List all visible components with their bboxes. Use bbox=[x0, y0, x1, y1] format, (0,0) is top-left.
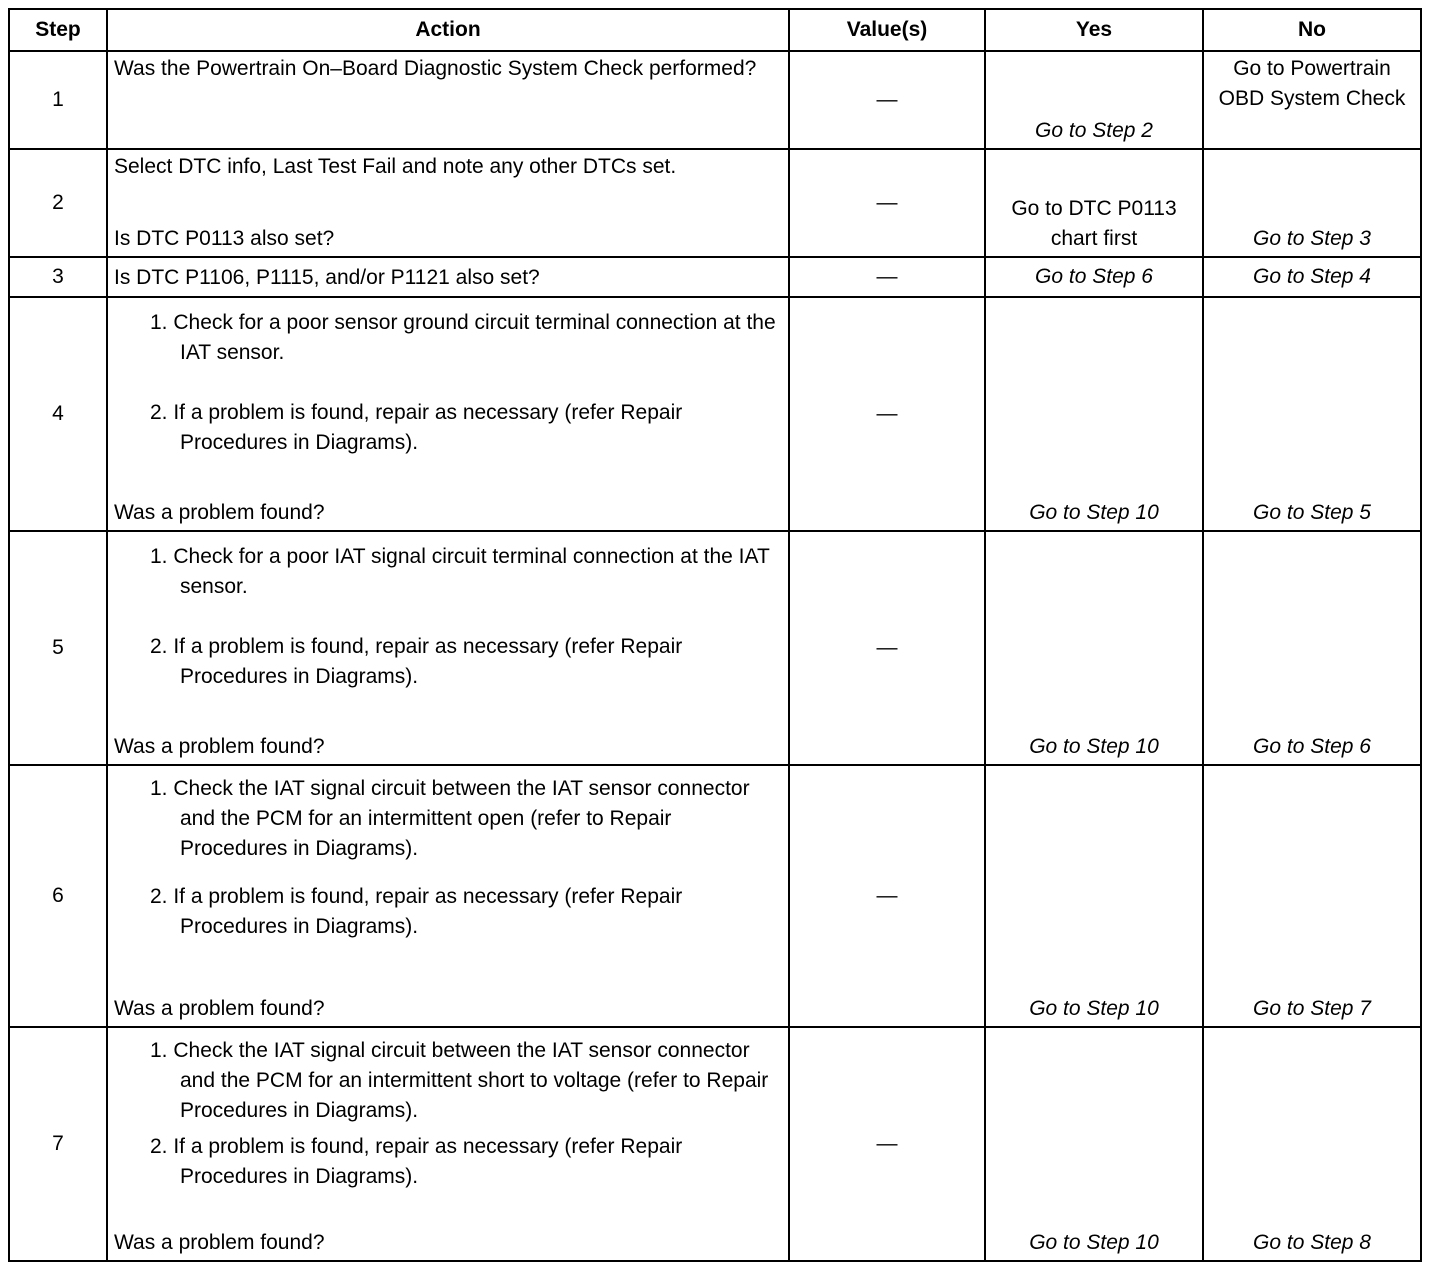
yes-cell: Go to Step 6 bbox=[985, 257, 1203, 297]
value-cell: — bbox=[789, 1027, 985, 1261]
action-text: Was the Powertrain On–Board Diagnostic System Check performed? bbox=[114, 57, 757, 80]
step-number: 5 bbox=[9, 531, 107, 765]
action-cell bbox=[107, 257, 789, 297]
yes-text: Go to Step 10 bbox=[1029, 501, 1159, 524]
action-question: Was a problem found? bbox=[114, 1231, 325, 1254]
table-row bbox=[9, 51, 1421, 149]
action-item: 1. Check for a poor IAT signal circuit terminal connection at the IAT sensor. bbox=[150, 545, 770, 598]
table-row bbox=[9, 1027, 1421, 1261]
table-row bbox=[9, 765, 1421, 1027]
value-cell: — bbox=[789, 149, 985, 257]
no-text: Go to Step 7 bbox=[1253, 997, 1371, 1020]
no-cell bbox=[1203, 531, 1421, 765]
no-cell bbox=[1203, 51, 1421, 149]
table-row bbox=[9, 149, 1421, 257]
table-row bbox=[9, 531, 1421, 765]
header-step: Step bbox=[9, 9, 107, 51]
action-cell bbox=[107, 149, 789, 257]
action-cell bbox=[107, 51, 789, 149]
no-cell bbox=[1203, 1027, 1421, 1261]
value-cell: — bbox=[789, 531, 985, 765]
action-cell bbox=[107, 1027, 789, 1261]
header-row bbox=[9, 9, 1421, 51]
yes-cell bbox=[985, 297, 1203, 531]
yes-text: Go to DTC P0113 chart first bbox=[1011, 197, 1177, 250]
action-item: 1. Check the IAT signal circuit between the IAT sensor connector and the PCM for an intermittent short to voltage (refer to Repair Procedures in Diagrams). bbox=[150, 1039, 769, 1122]
no-text: Go to Step 6 bbox=[1253, 735, 1371, 758]
value-cell: — bbox=[789, 297, 985, 531]
action-item: 2. If a problem is found, repair as necessary (refer Repair Procedures in Diagrams). bbox=[150, 885, 683, 938]
action-cell bbox=[107, 531, 789, 765]
header-action: Action bbox=[107, 9, 789, 51]
yes-cell bbox=[985, 1027, 1203, 1261]
no-text: Go to Step 5 bbox=[1253, 501, 1371, 524]
action-cell bbox=[107, 765, 789, 1027]
no-text: Go to Step 8 bbox=[1253, 1231, 1371, 1254]
yes-cell bbox=[985, 149, 1203, 257]
action-text: Is DTC P1106, P1115, and/or P1121 also set? bbox=[114, 266, 540, 289]
step-number: 2 bbox=[9, 149, 107, 257]
yes-cell bbox=[985, 765, 1203, 1027]
no-text: Go to Powertrain OBD System Check bbox=[1218, 57, 1406, 110]
step-number: 6 bbox=[9, 765, 107, 1027]
action-question: Was a problem found? bbox=[114, 501, 325, 524]
value-cell: — bbox=[789, 51, 985, 149]
header-no: No bbox=[1203, 9, 1421, 51]
value-cell: — bbox=[789, 257, 985, 297]
action-item: 1. Check for a poor sensor ground circuit terminal connection at the IAT sensor. bbox=[150, 311, 776, 364]
no-cell: Go to Step 4 bbox=[1203, 257, 1421, 297]
action-cell bbox=[107, 297, 789, 531]
action-item: 2. If a problem is found, repair as necessary (refer Repair Procedures in Diagrams). bbox=[150, 635, 683, 688]
yes-cell bbox=[985, 51, 1203, 149]
table-row bbox=[9, 297, 1421, 531]
action-question: Was a problem found? bbox=[114, 997, 325, 1020]
no-text: Go to Step 3 bbox=[1253, 227, 1371, 250]
action-item: 2. If a problem is found, repair as necessary (refer Repair Procedures in Diagrams). bbox=[150, 1135, 683, 1188]
yes-text: Go to Step 2 bbox=[1035, 119, 1153, 142]
header-values: Value(s) bbox=[789, 9, 985, 51]
action-question: Is DTC P0113 also set? bbox=[114, 227, 335, 250]
yes-text: Go to Step 10 bbox=[1029, 735, 1159, 758]
action-item: 1. Check the IAT signal circuit between the IAT sensor connector and the PCM for an intermittent open (refer to Repair Procedures in Diagrams). bbox=[150, 777, 750, 860]
action-question: Was a problem found? bbox=[114, 735, 325, 758]
yes-text: Go to Step 10 bbox=[1029, 997, 1159, 1020]
no-cell bbox=[1203, 765, 1421, 1027]
step-number: 3 bbox=[9, 257, 107, 297]
step-number: 7 bbox=[9, 1027, 107, 1261]
diagnostic-table bbox=[8, 8, 1422, 1262]
no-cell bbox=[1203, 297, 1421, 531]
action-item: 2. If a problem is found, repair as necessary (refer Repair Procedures in Diagrams). bbox=[150, 401, 683, 454]
value-cell: — bbox=[789, 765, 985, 1027]
header-yes: Yes bbox=[985, 9, 1203, 51]
yes-cell bbox=[985, 531, 1203, 765]
action-text: Select DTC info, Last Test Fail and note any other DTCs set. bbox=[114, 155, 677, 178]
yes-text: Go to Step 10 bbox=[1029, 1231, 1159, 1254]
table-row bbox=[9, 257, 1421, 297]
no-cell bbox=[1203, 149, 1421, 257]
step-number: 4 bbox=[9, 297, 107, 531]
step-number: 1 bbox=[9, 51, 107, 149]
